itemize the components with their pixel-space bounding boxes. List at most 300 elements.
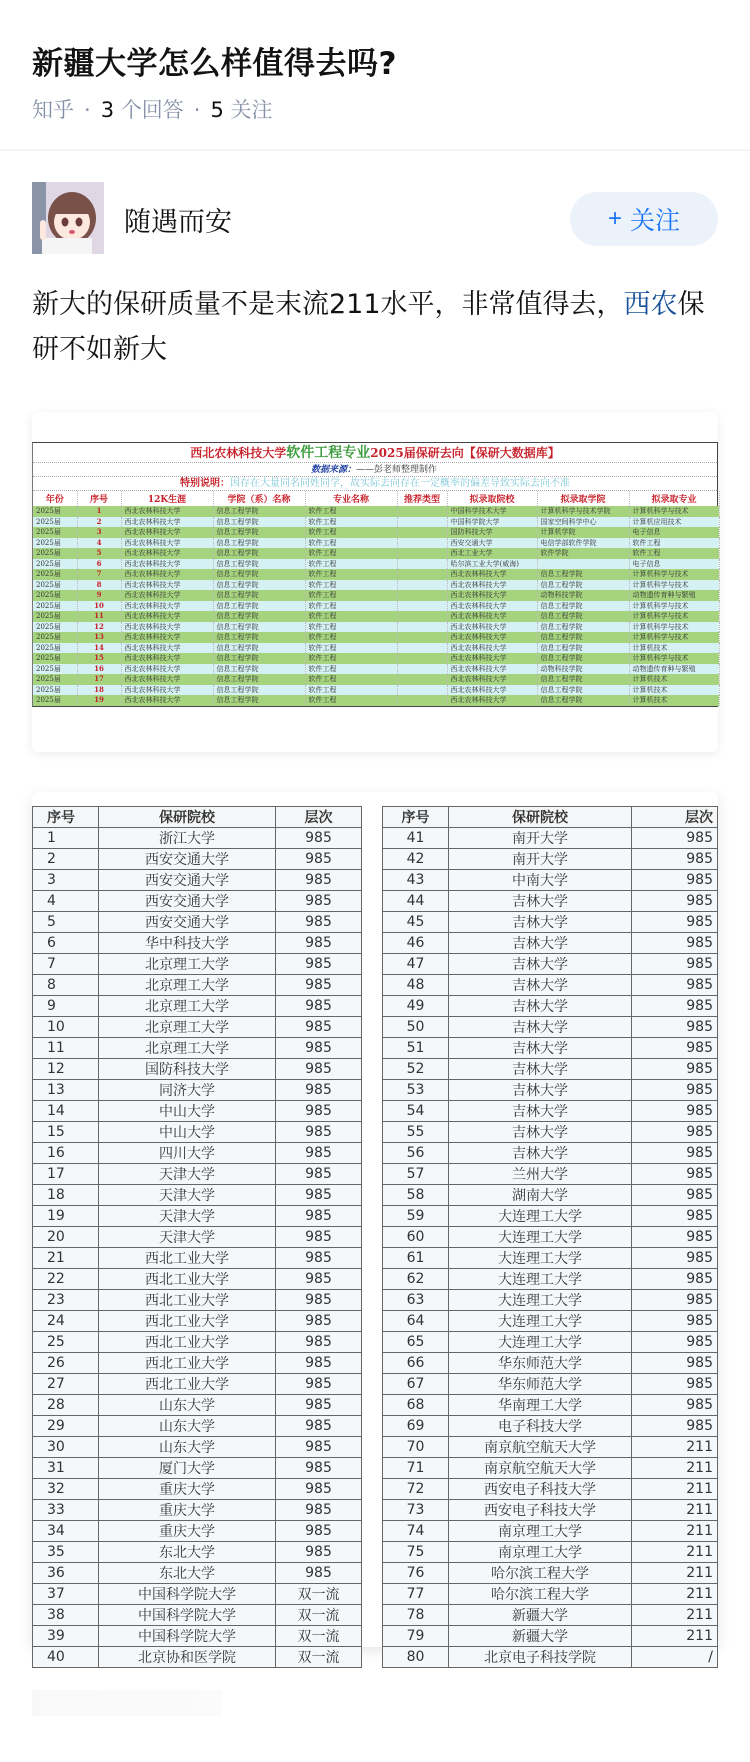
sheet-cell: 信息工程学院 bbox=[213, 569, 305, 580]
school-name: 大连理工大学 bbox=[449, 1227, 632, 1248]
school-table-row bbox=[383, 1500, 718, 1521]
sheet-cell bbox=[397, 611, 447, 622]
school-name: 北京理工大学 bbox=[99, 954, 276, 975]
source-label[interactable]: 知乎 bbox=[32, 98, 74, 122]
school-tier: 985 bbox=[276, 912, 362, 933]
school-tier: 985 bbox=[276, 1122, 362, 1143]
school-name: 西北工业大学 bbox=[99, 1248, 276, 1269]
sheet-cell: 软件工程 bbox=[305, 559, 397, 570]
sheet-cell: 西北农林科技大学 bbox=[121, 538, 213, 549]
school-tier: 双一流 bbox=[276, 1605, 362, 1626]
sheet-row bbox=[33, 611, 719, 622]
school-name: 天津大学 bbox=[99, 1185, 276, 1206]
school-name: 国防科技大学 bbox=[99, 1059, 276, 1080]
school-name: 大连理工大学 bbox=[449, 1206, 632, 1227]
school-table-row bbox=[33, 1626, 362, 1647]
row-number: 26 bbox=[33, 1353, 99, 1374]
school-name: 重庆大学 bbox=[99, 1521, 276, 1542]
school-table-row bbox=[33, 1269, 362, 1290]
sheet-cell: 计算机科学与技术学院 bbox=[537, 506, 629, 517]
school-name: 中山大学 bbox=[99, 1101, 276, 1122]
sheet-cell: 国防科技大学 bbox=[447, 527, 537, 538]
sheet-cell: 信息工程学院 bbox=[213, 664, 305, 675]
sheet-row bbox=[33, 685, 719, 696]
sheet-cell: 信息工程学院 bbox=[213, 590, 305, 601]
school-name: 西北工业大学 bbox=[99, 1290, 276, 1311]
school-name: 哈尔滨工程大学 bbox=[449, 1563, 632, 1584]
sheet-cell: 电子信息 bbox=[629, 527, 719, 538]
school-tier: 985 bbox=[632, 1374, 718, 1395]
school-name: 东北大学 bbox=[99, 1563, 276, 1584]
school-tier: 211 bbox=[632, 1479, 718, 1500]
school-tier: 985 bbox=[632, 1269, 718, 1290]
school-tier: 双一流 bbox=[276, 1647, 362, 1668]
row-number: 53 bbox=[383, 1080, 449, 1101]
school-table-row bbox=[383, 1185, 718, 1206]
sheet-title-major: 软件工程专业 bbox=[286, 445, 371, 461]
school-tier: 985 bbox=[632, 849, 718, 870]
note-text: 因存在大量同名同姓同学，故实际去向存在一定概率的偏差导致实际去向不准 bbox=[230, 478, 570, 489]
school-table-row bbox=[33, 954, 362, 975]
row-number: 20 bbox=[33, 1227, 99, 1248]
sheet-cell bbox=[397, 527, 447, 538]
sheet-cell bbox=[397, 548, 447, 559]
row-number: 28 bbox=[33, 1395, 99, 1416]
school-table-row bbox=[383, 1605, 718, 1626]
school-table-row bbox=[383, 1395, 718, 1416]
source-label: 数据来源： bbox=[310, 465, 356, 475]
row-number: 32 bbox=[33, 1479, 99, 1500]
sheet-row bbox=[33, 643, 719, 654]
school-name: 新疆大学 bbox=[449, 1626, 632, 1647]
separator-dot: · bbox=[193, 98, 201, 122]
sheet-cell: 3 bbox=[77, 527, 121, 538]
sheet-cell: 计算机技术 bbox=[629, 685, 719, 696]
row-number: 15 bbox=[33, 1122, 99, 1143]
source-value: ——彭老师整理制作 bbox=[355, 465, 437, 475]
school-tier: 985 bbox=[632, 1101, 718, 1122]
inline-link-xinong[interactable]: 西农 bbox=[623, 289, 678, 320]
school-table-row bbox=[33, 1206, 362, 1227]
row-number: 75 bbox=[383, 1542, 449, 1563]
school-table-row bbox=[33, 1059, 362, 1080]
row-number: 29 bbox=[33, 1416, 99, 1437]
school-table-row bbox=[33, 1416, 362, 1437]
note-label: 特别说明： bbox=[180, 478, 230, 489]
sheet-cell: 软件工程 bbox=[305, 506, 397, 517]
row-number: 62 bbox=[383, 1269, 449, 1290]
sheet-cell: 西北农林科技大学 bbox=[447, 664, 537, 675]
school-table-row bbox=[383, 912, 718, 933]
school-tier: 985 bbox=[276, 1080, 362, 1101]
row-number: 4 bbox=[33, 891, 99, 912]
school-name: 吉林大学 bbox=[449, 996, 632, 1017]
school-table-row bbox=[383, 1584, 718, 1605]
school-table-left bbox=[32, 806, 362, 1668]
school-name: 吉林大学 bbox=[449, 1059, 632, 1080]
sheet-cell: 2025届 bbox=[33, 685, 77, 696]
school-table-row bbox=[383, 1080, 718, 1101]
sheet-cell: 西北农林科技大学 bbox=[121, 622, 213, 633]
row-number: 71 bbox=[383, 1458, 449, 1479]
row-number: 6 bbox=[33, 933, 99, 954]
school-tier: 211 bbox=[632, 1437, 718, 1458]
row-number: 31 bbox=[33, 1458, 99, 1479]
sheet-cell: 软件工程 bbox=[305, 569, 397, 580]
question-title[interactable]: 新疆大学怎么样值得去吗? bbox=[32, 46, 397, 82]
sheet-cell: 软件工程 bbox=[629, 548, 719, 559]
school-table-row bbox=[383, 1143, 718, 1164]
row-number: 30 bbox=[33, 1437, 99, 1458]
row-number: 39 bbox=[33, 1626, 99, 1647]
row-number: 70 bbox=[383, 1437, 449, 1458]
school-table-row bbox=[33, 1458, 362, 1479]
sheet-cell: 软件工程 bbox=[305, 674, 397, 685]
row-number: 42 bbox=[383, 849, 449, 870]
school-name: 西北工业大学 bbox=[99, 1311, 276, 1332]
sheet-cell: 国家空间科学中心 bbox=[537, 517, 629, 528]
school-tier: 985 bbox=[632, 1185, 718, 1206]
school-name: 吉林大学 bbox=[449, 891, 632, 912]
school-name: 山东大学 bbox=[99, 1437, 276, 1458]
sheet-cell: 西北农林科技大学 bbox=[447, 632, 537, 643]
sheet-cell: 信息工程学院 bbox=[537, 569, 629, 580]
sheet-cell bbox=[397, 517, 447, 528]
row-number: 27 bbox=[33, 1374, 99, 1395]
school-table-row bbox=[33, 870, 362, 891]
header-divider bbox=[0, 149, 750, 151]
school-name: 同济大学 bbox=[99, 1080, 276, 1101]
school-table-row bbox=[383, 996, 718, 1017]
sheet-cell: 信息工程学院 bbox=[213, 632, 305, 643]
school-table-row bbox=[33, 996, 362, 1017]
sheet-cell: 计算机学院 bbox=[537, 527, 629, 538]
school-tier: 985 bbox=[276, 1269, 362, 1290]
school-name: 吉林大学 bbox=[449, 1017, 632, 1038]
sheet-cell: 13 bbox=[77, 632, 121, 643]
sheet-cell: 信息工程学院 bbox=[537, 653, 629, 664]
school-tier: 985 bbox=[632, 1143, 718, 1164]
row-number: 1 bbox=[33, 828, 99, 849]
row-number: 33 bbox=[33, 1500, 99, 1521]
school-name: 哈尔滨工程大学 bbox=[449, 1584, 632, 1605]
answer-content bbox=[32, 282, 718, 372]
school-tier: 985 bbox=[632, 1416, 718, 1437]
row-number: 52 bbox=[383, 1059, 449, 1080]
row-number: 8 bbox=[33, 975, 99, 996]
school-name: 北京理工大学 bbox=[99, 1038, 276, 1059]
sheet-row bbox=[33, 527, 719, 538]
row-number: 72 bbox=[383, 1479, 449, 1500]
sheet-cell: 信息工程学院 bbox=[213, 643, 305, 654]
school-name: 吉林大学 bbox=[449, 933, 632, 954]
school-table-row bbox=[33, 1395, 362, 1416]
school-name: 电子科技大学 bbox=[449, 1416, 632, 1437]
school-table-row bbox=[33, 933, 362, 954]
sheet-cell: 2025届 bbox=[33, 611, 77, 622]
avatar[interactable] bbox=[32, 182, 104, 254]
sheet-cell: 9 bbox=[77, 590, 121, 601]
sheet-cell: 西北工业大学 bbox=[447, 548, 537, 559]
sheet-cell: 2025届 bbox=[33, 538, 77, 549]
school-name: 中山大学 bbox=[99, 1122, 276, 1143]
school-table-row bbox=[383, 1101, 718, 1122]
sheet-row bbox=[33, 632, 719, 643]
school-table-row bbox=[383, 1332, 718, 1353]
sheet-cell: 西北农林科技大学 bbox=[121, 611, 213, 622]
school-name: 大连理工大学 bbox=[449, 1332, 632, 1353]
anime-girl-avatar-icon bbox=[32, 182, 104, 254]
school-name: 吉林大学 bbox=[449, 954, 632, 975]
school-name: 浙江大学 bbox=[99, 828, 276, 849]
school-tier: 985 bbox=[632, 1353, 718, 1374]
school-tier: 985 bbox=[276, 1206, 362, 1227]
school-table-header: 序号 bbox=[33, 807, 99, 828]
school-name: 中国科学院大学 bbox=[99, 1626, 276, 1647]
sheet-cell: 西北农林科技大学 bbox=[121, 506, 213, 517]
school-table-row bbox=[33, 828, 362, 849]
school-table-row bbox=[33, 912, 362, 933]
school-tier: 985 bbox=[632, 1059, 718, 1080]
school-tier: 双一流 bbox=[276, 1626, 362, 1647]
row-number: 22 bbox=[33, 1269, 99, 1290]
sheet-cell: 动物遗传育种与繁殖 bbox=[629, 590, 719, 601]
sheet-cell: 西北农林科技大学 bbox=[447, 622, 537, 633]
row-number: 41 bbox=[383, 828, 449, 849]
row-number: 9 bbox=[33, 996, 99, 1017]
row-number: 14 bbox=[33, 1101, 99, 1122]
row-number: 25 bbox=[33, 1332, 99, 1353]
school-tier: 985 bbox=[276, 1458, 362, 1479]
sheet-cell: 2025届 bbox=[33, 622, 77, 633]
school-tier: 211 bbox=[632, 1500, 718, 1521]
school-table-header: 保研院校 bbox=[99, 807, 276, 828]
row-number: 24 bbox=[33, 1311, 99, 1332]
row-number: 40 bbox=[33, 1647, 99, 1668]
sheet-row bbox=[33, 674, 719, 685]
sheet-cell: 计算机科学与技术 bbox=[629, 580, 719, 591]
row-number: 69 bbox=[383, 1416, 449, 1437]
sheet-cell: 中国科学技术大学 bbox=[447, 506, 537, 517]
school-table-row bbox=[383, 1542, 718, 1563]
school-name: 山东大学 bbox=[99, 1395, 276, 1416]
sheet-cell bbox=[397, 643, 447, 654]
school-table-row bbox=[33, 1521, 362, 1542]
sheet-cell: 信息工程学院 bbox=[213, 506, 305, 517]
school-table-row bbox=[33, 1164, 362, 1185]
sheet-cell bbox=[537, 559, 629, 570]
sheet-cell: 软件工程 bbox=[305, 685, 397, 696]
sheet-cell: 计算机技术 bbox=[629, 643, 719, 654]
sheet-column-header: 12K生涯 bbox=[121, 491, 213, 506]
sheet-cell: 15 bbox=[77, 653, 121, 664]
school-table-row bbox=[383, 1416, 718, 1437]
school-tier: 211 bbox=[632, 1626, 718, 1647]
sheet-cell: 西北农林科技大学 bbox=[121, 674, 213, 685]
sheet-cell: 软件工程 bbox=[305, 695, 397, 706]
row-number: 49 bbox=[383, 996, 449, 1017]
school-tier: 985 bbox=[276, 849, 362, 870]
school-tier: 985 bbox=[632, 933, 718, 954]
school-name: 北京理工大学 bbox=[99, 1017, 276, 1038]
school-table-row bbox=[33, 1227, 362, 1248]
sheet-row bbox=[33, 569, 719, 580]
sheet-cell: 动物遗传育种与繁殖 bbox=[629, 664, 719, 675]
school-name: 吉林大学 bbox=[449, 1038, 632, 1059]
school-tier: 985 bbox=[276, 891, 362, 912]
school-tier: 211 bbox=[632, 1584, 718, 1605]
row-number: 54 bbox=[383, 1101, 449, 1122]
school-table-row bbox=[33, 1122, 362, 1143]
sheet-cell bbox=[397, 569, 447, 580]
school-name: 北京理工大学 bbox=[99, 975, 276, 996]
school-tier: 985 bbox=[276, 1332, 362, 1353]
school-tier: 985 bbox=[632, 1080, 718, 1101]
sheet-cell: 软件工程 bbox=[305, 622, 397, 633]
sheet-cell: 西北农林科技大学 bbox=[121, 559, 213, 570]
sheet-cell: 西北农林科技大学 bbox=[121, 580, 213, 591]
followers-label: 关注 bbox=[230, 98, 273, 122]
sheet-cell: 电子信息 bbox=[629, 559, 719, 570]
sheet-cell: 西北农林科技大学 bbox=[121, 653, 213, 664]
school-name: 山东大学 bbox=[99, 1416, 276, 1437]
school-name: 西北工业大学 bbox=[99, 1374, 276, 1395]
answer-text: 保研不如新大 bbox=[32, 289, 705, 365]
school-tier: 985 bbox=[276, 954, 362, 975]
school-name: 大连理工大学 bbox=[449, 1290, 632, 1311]
school-name: 西北工业大学 bbox=[99, 1269, 276, 1290]
school-tier: 985 bbox=[276, 1143, 362, 1164]
sheet-cell: 2025届 bbox=[33, 580, 77, 591]
sheet-title-university: 西北农林科技大学 bbox=[190, 446, 287, 460]
school-tier: 985 bbox=[632, 1332, 718, 1353]
sheet-cell: 信息工程学院 bbox=[213, 517, 305, 528]
sheet-cell bbox=[397, 538, 447, 549]
row-number: 63 bbox=[383, 1290, 449, 1311]
row-number: 7 bbox=[33, 954, 99, 975]
school-tier: 985 bbox=[276, 1017, 362, 1038]
school-tier: 985 bbox=[276, 1185, 362, 1206]
sheet-cell: 2025届 bbox=[33, 569, 77, 580]
row-number: 79 bbox=[383, 1626, 449, 1647]
school-table-row bbox=[33, 1647, 362, 1668]
sheet-cell: 7 bbox=[77, 569, 121, 580]
sheet-column-header: 拟录取院校 bbox=[447, 491, 537, 506]
row-number: 36 bbox=[33, 1563, 99, 1584]
school-name: 南京航空航天大学 bbox=[449, 1437, 632, 1458]
school-table-row bbox=[383, 1248, 718, 1269]
school-tier: 985 bbox=[276, 933, 362, 954]
sheet-cell: 西北农林科技大学 bbox=[447, 653, 537, 664]
sheet-row bbox=[33, 538, 719, 549]
sheet-cell: 西北农林科技大学 bbox=[121, 517, 213, 528]
school-tier: 985 bbox=[276, 1227, 362, 1248]
sheet-cell bbox=[397, 664, 447, 675]
school-tier: 985 bbox=[276, 1500, 362, 1521]
row-number: 19 bbox=[33, 1206, 99, 1227]
row-number: 61 bbox=[383, 1248, 449, 1269]
answers-count: 3 bbox=[100, 98, 115, 122]
school-name: 北京协和医学院 bbox=[99, 1647, 276, 1668]
sheet-cell: 计算机科学与技术 bbox=[629, 601, 719, 612]
follow-button[interactable] bbox=[570, 192, 718, 246]
school-table-row bbox=[33, 1290, 362, 1311]
sheet-cell: 西北农林科技大学 bbox=[121, 527, 213, 538]
school-name: 西安交通大学 bbox=[99, 891, 276, 912]
sheet-cell: 信息工程学院 bbox=[213, 538, 305, 549]
sheet-cell: 信息工程学院 bbox=[213, 685, 305, 696]
sheet-row bbox=[33, 664, 719, 675]
school-tier: 985 bbox=[276, 1521, 362, 1542]
sheet-cell: 2025届 bbox=[33, 527, 77, 538]
sheet-cell: 软件工程 bbox=[305, 653, 397, 664]
sheet-column-header: 拟录取学院 bbox=[537, 491, 629, 506]
sheet-cell: 软件工程 bbox=[305, 548, 397, 559]
school-name: 吉林大学 bbox=[449, 1101, 632, 1122]
sheet-cell: 1 bbox=[77, 506, 121, 517]
school-tier: 211 bbox=[632, 1563, 718, 1584]
sheet-cell: 2025届 bbox=[33, 590, 77, 601]
sheet-row bbox=[33, 580, 719, 591]
sheet-cell: 12 bbox=[77, 622, 121, 633]
school-table-row bbox=[33, 1605, 362, 1626]
school-name: 中国科学院大学 bbox=[99, 1605, 276, 1626]
school-name: 吉林大学 bbox=[449, 1122, 632, 1143]
school-table-row bbox=[383, 1311, 718, 1332]
sheet-column-header: 拟录取专业 bbox=[629, 491, 719, 506]
school-table-row bbox=[383, 1038, 718, 1059]
sheet-cell: 4 bbox=[77, 538, 121, 549]
school-table-row bbox=[383, 975, 718, 996]
school-tier: 985 bbox=[276, 1248, 362, 1269]
school-tier: 985 bbox=[276, 1479, 362, 1500]
school-name: 吉林大学 bbox=[449, 1143, 632, 1164]
school-name: 华中科技大学 bbox=[99, 933, 276, 954]
school-name: 中国科学院大学 bbox=[99, 1584, 276, 1605]
sheet-cell: 2025届 bbox=[33, 548, 77, 559]
school-name: 大连理工大学 bbox=[449, 1269, 632, 1290]
sheet-title bbox=[33, 443, 717, 463]
school-table-row bbox=[383, 1290, 718, 1311]
sheet-cell: 18 bbox=[77, 685, 121, 696]
answer-image-spreadsheet[interactable] bbox=[32, 412, 718, 752]
row-number: 48 bbox=[383, 975, 449, 996]
school-table-row bbox=[383, 1374, 718, 1395]
author-name[interactable]: 随遇而安 bbox=[124, 207, 232, 238]
school-table-row bbox=[33, 1080, 362, 1101]
sheet-cell: 西北农林科技大学 bbox=[121, 601, 213, 612]
school-tier: 985 bbox=[632, 1038, 718, 1059]
sheet-row bbox=[33, 695, 719, 706]
answer-image-school-list[interactable] bbox=[32, 792, 718, 1666]
sheet-cell: 软件工程 bbox=[629, 538, 719, 549]
school-name: 东北大学 bbox=[99, 1542, 276, 1563]
sheet-cell bbox=[397, 622, 447, 633]
sheet-cell: 动物科技学院 bbox=[537, 664, 629, 675]
row-number: 10 bbox=[33, 1017, 99, 1038]
school-tier: 985 bbox=[632, 1122, 718, 1143]
school-name: 北京电子科技学院 bbox=[449, 1647, 632, 1668]
sheet-cell: 信息工程学院 bbox=[213, 653, 305, 664]
sheet-column-header: 序号 bbox=[77, 491, 121, 506]
sheet-cell: 软件工程 bbox=[305, 517, 397, 528]
answers-label[interactable]: 个回答 bbox=[120, 98, 184, 122]
school-tier: 985 bbox=[632, 870, 718, 891]
sheet-cell: 西北农林科技大学 bbox=[121, 569, 213, 580]
row-number: 16 bbox=[33, 1143, 99, 1164]
school-tier: 985 bbox=[632, 1017, 718, 1038]
school-table-row bbox=[33, 1017, 362, 1038]
